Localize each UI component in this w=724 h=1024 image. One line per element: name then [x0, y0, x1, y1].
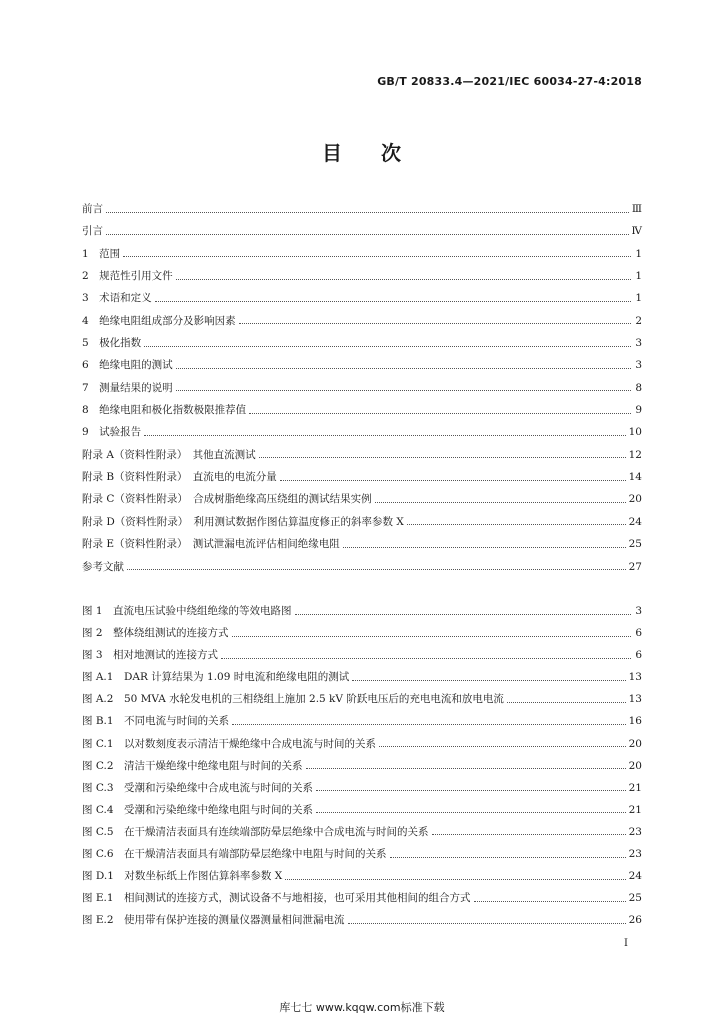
page-title: 目 次: [322, 141, 402, 165]
toc-entry-label: 前言: [82, 203, 103, 215]
figure-entry[interactable]: [82, 755, 642, 777]
dot-leader: [232, 724, 626, 725]
toc-entry-label: 附录 B（资料性附录） 直流电的电流分量: [82, 471, 277, 484]
figure-entry-page: 13: [628, 693, 642, 706]
toc-entry[interactable]: [82, 444, 642, 466]
dot-leader: [379, 746, 626, 747]
toc-entry-label: 8 绝缘电阻和极化指数极限推荐值: [82, 404, 247, 417]
toc-entry[interactable]: [82, 533, 642, 555]
toc-entry-page: 1: [635, 292, 642, 305]
figure-entry-page: 21: [628, 803, 642, 816]
dot-leader: [474, 901, 626, 902]
figure-entry-page: 20: [628, 759, 642, 772]
toc-entry-label: 3 术语和定义: [82, 292, 152, 305]
toc-entry-page: 1: [635, 247, 642, 260]
dot-leader: [144, 346, 631, 347]
dot-leader: [306, 768, 626, 769]
footer-watermark: 库七七 www.kqqw.com标准下载: [279, 1001, 445, 1014]
dot-leader: [239, 323, 631, 324]
toc-entry-label: 2 规范性引用文件: [82, 270, 173, 283]
figure-entry[interactable]: [82, 799, 642, 821]
toc-entry[interactable]: [82, 310, 642, 332]
figure-entry-page: 24: [628, 870, 642, 883]
toc-entry-page: Ⅲ: [631, 203, 642, 215]
toc-entry-page: 25: [628, 538, 642, 551]
figure-entry[interactable]: [82, 777, 642, 799]
toc-entry-label: 5 极化指数: [82, 337, 142, 350]
figure-entry[interactable]: [82, 666, 642, 688]
figure-entry-page: 16: [628, 715, 642, 728]
toc-entry[interactable]: [82, 220, 642, 242]
figure-entry-label: 图 C.1 以对数刻度表示清洁干燥绝缘中合成电流与时间的关系: [82, 737, 377, 750]
figure-entry-page: 20: [628, 737, 642, 750]
figure-entry-label: 图 D.1 对数坐标纸上作图估算斜率参数 X: [82, 870, 283, 883]
dot-leader: [106, 234, 629, 235]
toc-entry-page: 20: [628, 493, 642, 506]
figure-entry-label: 图 1 直流电压试验中绕组绝缘的等效电路图: [82, 605, 292, 617]
figure-entry-page: 13: [628, 671, 642, 684]
dot-leader: [295, 614, 631, 615]
toc-entry-page: 1: [635, 270, 642, 283]
toc-entry-label: 引言: [82, 225, 103, 238]
figure-entry-label: 图 3 相对地测试的连接方式: [82, 649, 219, 662]
figure-entry-label: 图 B.1 不同电流与时间的关系: [82, 715, 230, 728]
dot-leader: [390, 857, 626, 858]
figure-entry-page: 3: [635, 605, 642, 617]
figure-entry-page: 23: [628, 825, 642, 838]
toc-entry-label: 附录 E（资料性附录） 测试泄漏电流评估相间绝缘电阻: [82, 538, 340, 551]
toc-entry[interactable]: [82, 556, 642, 578]
dot-leader: [343, 547, 626, 548]
toc-entry[interactable]: [82, 265, 642, 287]
toc-entry-label: 参考文献: [82, 560, 124, 573]
dot-leader: [232, 636, 631, 637]
dot-leader: [176, 279, 631, 280]
figure-entry-label: 图 C.2 清洁干燥绝缘中绝缘电阻与时间的关系: [82, 759, 303, 772]
dot-leader: [155, 301, 631, 302]
dot-leader: [285, 879, 625, 880]
figure-entry[interactable]: [82, 909, 642, 931]
toc-entry-label: 9 试验报告: [82, 426, 142, 439]
dot-leader: [259, 457, 626, 458]
toc-entry-label: 1 范围: [82, 247, 121, 260]
toc-entry[interactable]: [82, 466, 642, 488]
toc-entry[interactable]: [82, 287, 642, 309]
dot-leader: [123, 256, 631, 257]
toc-entry-page: 8: [635, 381, 642, 394]
dot-leader: [127, 569, 626, 570]
figure-entry[interactable]: [82, 733, 642, 755]
toc-entry-page: 2: [635, 314, 642, 327]
toc-entry[interactable]: [82, 399, 642, 421]
toc-entry-label: 7 测量结果的说明: [82, 381, 173, 394]
figure-entry-label: 图 C.5 在干燥清洁表面具有连续端部防晕层绝缘中合成电流与时间的关系: [82, 825, 429, 838]
figure-entry-page: 6: [635, 649, 642, 662]
toc-entry-page: 12: [628, 448, 642, 461]
toc-entry-page: 3: [635, 359, 642, 372]
dot-leader: [176, 390, 631, 391]
figure-entry-page: 6: [635, 627, 642, 640]
toc-entry[interactable]: [82, 511, 642, 533]
dot-leader: [375, 502, 626, 503]
toc-entry[interactable]: [82, 198, 642, 220]
dot-leader: [507, 702, 626, 703]
figure-entry[interactable]: [82, 644, 642, 666]
dot-leader: [348, 923, 626, 924]
toc-entry-page: 10: [628, 426, 642, 439]
figure-entry-label: 图 A.1 DAR 计算结果为 1.09 时电流和绝缘电阻的测试: [82, 671, 350, 684]
figure-entry-label: 图 C.4 受潮和污染绝缘中绝缘电阻与时间的关系: [82, 803, 314, 816]
list-of-figures: [82, 600, 642, 931]
figure-entry-label: 图 E.2 使用带有保护连接的测量仪器测量相间泄漏电流: [82, 914, 345, 927]
toc-entry-label: 附录 D（资料性附录） 利用测试数据作图估算温度修正的斜率参数 X: [82, 515, 404, 528]
figure-entry[interactable]: [82, 843, 642, 865]
figure-entry[interactable]: [82, 710, 642, 732]
toc-entry-label: 附录 A（资料性附录） 其他直流测试: [82, 448, 256, 461]
toc-entry-page: 3: [635, 337, 642, 350]
dot-leader: [221, 658, 631, 659]
toc-entry[interactable]: [82, 377, 642, 399]
toc-entry-label: 6 绝缘电阻的测试: [82, 359, 173, 372]
figure-entry-label: 图 C.3 受潮和污染绝缘中合成电流与时间的关系: [82, 781, 314, 794]
figure-entry-label: 图 C.6 在干燥清洁表面具有端部防晕层绝缘中电阻与时间的关系: [82, 848, 387, 861]
toc-entry[interactable]: [82, 243, 642, 265]
dot-leader: [249, 413, 631, 414]
dot-leader: [280, 480, 626, 481]
figure-entry-label: 图 A.2 50 MVA 水轮发电机的三相绕组上施加 2.5 kV 阶跃电压后的充电电流和放电电流: [82, 693, 504, 706]
toc-entry-page: Ⅳ: [631, 225, 642, 238]
figure-entry-label: 图 E.1 相间测试的连接方式，测试设备不与地相接，也可采用其他相间的组合方式: [82, 892, 471, 905]
page-number: I: [624, 938, 628, 949]
figure-entry[interactable]: [82, 622, 642, 644]
standard-number: GB/T 20833.4—2021/IEC 60034-27-4:2018: [377, 75, 642, 88]
toc-entry[interactable]: [82, 354, 642, 376]
figure-entry-page: 25: [628, 892, 642, 905]
toc-entry[interactable]: [82, 332, 642, 354]
dot-leader: [144, 435, 625, 436]
toc-entry-page: 24: [628, 515, 642, 528]
toc-entry-label: 附录 C（资料性附录） 合成树脂绝缘高压绕组的测试结果实例: [82, 493, 372, 506]
figure-entry-page: 21: [628, 781, 642, 794]
figure-entry-page: 23: [628, 848, 642, 861]
figure-entry[interactable]: [82, 865, 642, 887]
figure-entry[interactable]: [82, 688, 642, 710]
toc-entry-label: 4 绝缘电阻组成部分及影响因素: [82, 314, 236, 327]
dot-leader: [432, 834, 626, 835]
dot-leader: [316, 812, 626, 813]
figure-entry[interactable]: [82, 600, 642, 622]
figure-entry[interactable]: [82, 821, 642, 843]
figure-entry-label: 图 2 整体绕组测试的连接方式: [82, 627, 229, 640]
toc-entry-page: 14: [628, 471, 642, 484]
table-of-contents: [82, 198, 642, 578]
toc-entry-page: 9: [635, 404, 642, 417]
figure-entry[interactable]: [82, 887, 642, 909]
dot-leader: [316, 790, 626, 791]
toc-entry-page: 27: [628, 560, 642, 573]
dot-leader: [176, 368, 631, 369]
dot-leader: [106, 212, 629, 213]
dot-leader: [407, 524, 626, 525]
figure-entry-page: 26: [628, 914, 642, 927]
toc-entry[interactable]: [82, 421, 642, 443]
toc-entry[interactable]: [82, 488, 642, 510]
dot-leader: [352, 680, 625, 681]
